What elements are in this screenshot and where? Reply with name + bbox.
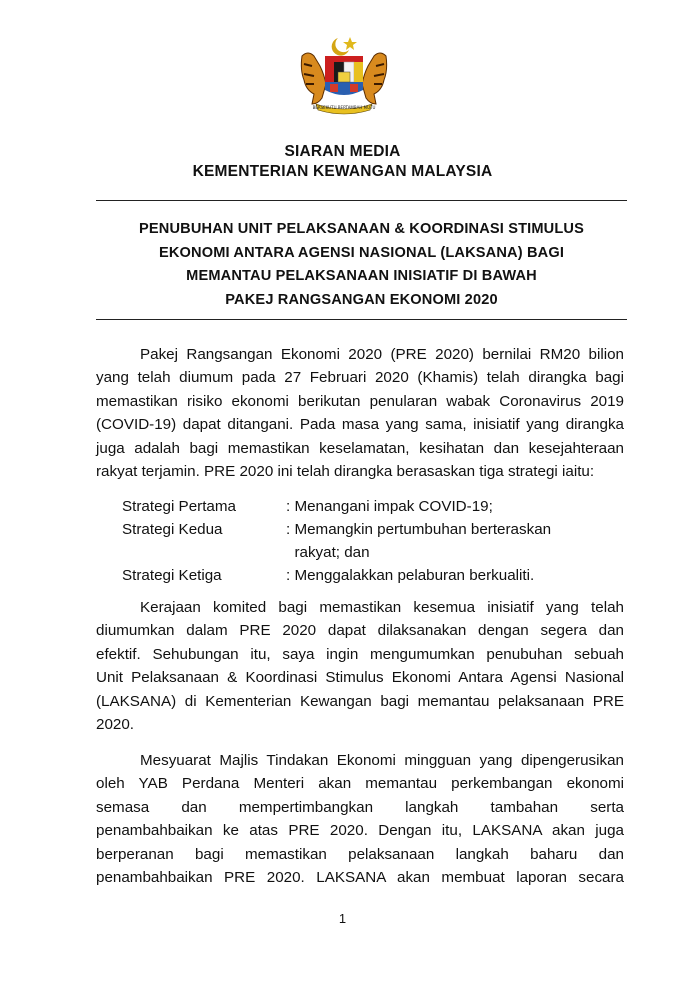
- strategy-description: : Memangkin pertumbuhan berteraskan: [286, 521, 552, 538]
- strategy-description: rakyat; dan: [286, 544, 370, 561]
- text-line: juga adalah bagi memastikan keselamatan, kesihatan dan kesejahteraan: [96, 439, 624, 457]
- title-line: EKONOMI ANTARA AGENSI NASIONAL (LAKSANA) BAGI: [158, 244, 565, 261]
- ministry-name: KEMENTERIAN KEWANGAN MALAYSIA: [192, 163, 493, 180]
- coat-of-arms-icon: [292, 34, 396, 116]
- strategy-list: [122, 495, 622, 587]
- text-line: penambahbaikan ke atas PRE 2020. Dengan itu, LAKSANA akan juga: [96, 822, 624, 840]
- text-line: Pakej Rangsangan Ekonomi 2020 (PRE 2020) bernilai RM20 bilion: [140, 346, 624, 363]
- text-line: (COVID-19) dapat ditangani. Pada masa yang sama, inisiatif yang dirangka: [96, 416, 624, 434]
- strategy-item: [122, 518, 622, 541]
- text-line: diumumkan dalam PRE 2020 dapat dilaksanakan dengan segera dan: [96, 622, 624, 640]
- strategy-item: [122, 541, 622, 564]
- title-line: PENUBUHAN UNIT PELAKSANAAN & KOORDINASI STIMULUS: [138, 221, 585, 237]
- text-line: penambahbaikan PRE 2020. LAKSANA akan membuat laporan secara: [96, 868, 624, 886]
- strategy-description: : Menangani impak COVID-19;: [286, 498, 493, 515]
- strategy-item: [122, 495, 622, 518]
- paragraph-3: [96, 749, 624, 889]
- strategy-name: Strategi Kedua: [122, 521, 223, 538]
- text-line: memastikan risiko ekonomi berikutan penularan wabak Coronavirus 2019: [96, 392, 624, 410]
- text-line: rakyat terjamin. PRE 2020 ini telah dirangka berasaskan tiga strategi iaitu:: [96, 462, 595, 480]
- strategy-name: Strategi Ketiga: [122, 567, 222, 584]
- title-line: MEMANTAU PELAKSANAAN INISIATIF DI BAWAH: [186, 268, 537, 284]
- document-title: [86, 218, 637, 312]
- text-line: efektif. Sehubungan itu, saya ingin mengumumkan penubuhan sebuah: [96, 645, 624, 663]
- paragraph-2: [96, 596, 624, 736]
- strategy-item: [122, 564, 622, 587]
- svg-text:BERSEKUTU BERTAMBAH MUTU: BERSEKUTU BERTAMBAH MUTU: [312, 105, 376, 110]
- text-line: berperanan bagi memastikan pelaksanaan langkah baharu dan: [96, 845, 624, 863]
- text-line: 2020.: [96, 715, 135, 733]
- text-line: Kerajaan komited bagi memastikan kesemua inisiatif yang telah: [140, 599, 624, 616]
- strategy-name: Strategi Pertama: [122, 498, 236, 515]
- text-line: semasa dan mempertimbangkan langkah tambahan serta: [96, 798, 624, 816]
- strategy-description: : Menggalakkan pelaburan berkualiti.: [286, 567, 535, 584]
- text-line: (LAKSANA) di Kementerian Kewangan bagi memantau pelaksanaan PRE: [96, 692, 624, 710]
- paragraph-1: [96, 343, 624, 483]
- strategy-name: [122, 541, 286, 564]
- top-divider: [96, 200, 627, 201]
- bottom-divider: [96, 319, 627, 320]
- text-line: oleh YAB Perdana Menteri akan memantau perkembangan ekonomi: [96, 775, 624, 793]
- text-line: yang telah diumum pada 27 Februari 2020 (Khamis) telah dirangka bagi: [96, 369, 624, 387]
- page-number: 1: [338, 911, 347, 926]
- text-line: Unit Pelaksanaan & Koordinasi Stimulus Ekonomi Antara Agensi Nasional: [96, 669, 624, 687]
- media-release-label: SIARAN MEDIA: [284, 143, 401, 160]
- text-line: Mesyuarat Majlis Tindakan Ekonomi mingguan yang dipengerusikan: [140, 752, 624, 769]
- title-line: PAKEJ RANGSANGAN EKONOMI 2020: [225, 291, 498, 308]
